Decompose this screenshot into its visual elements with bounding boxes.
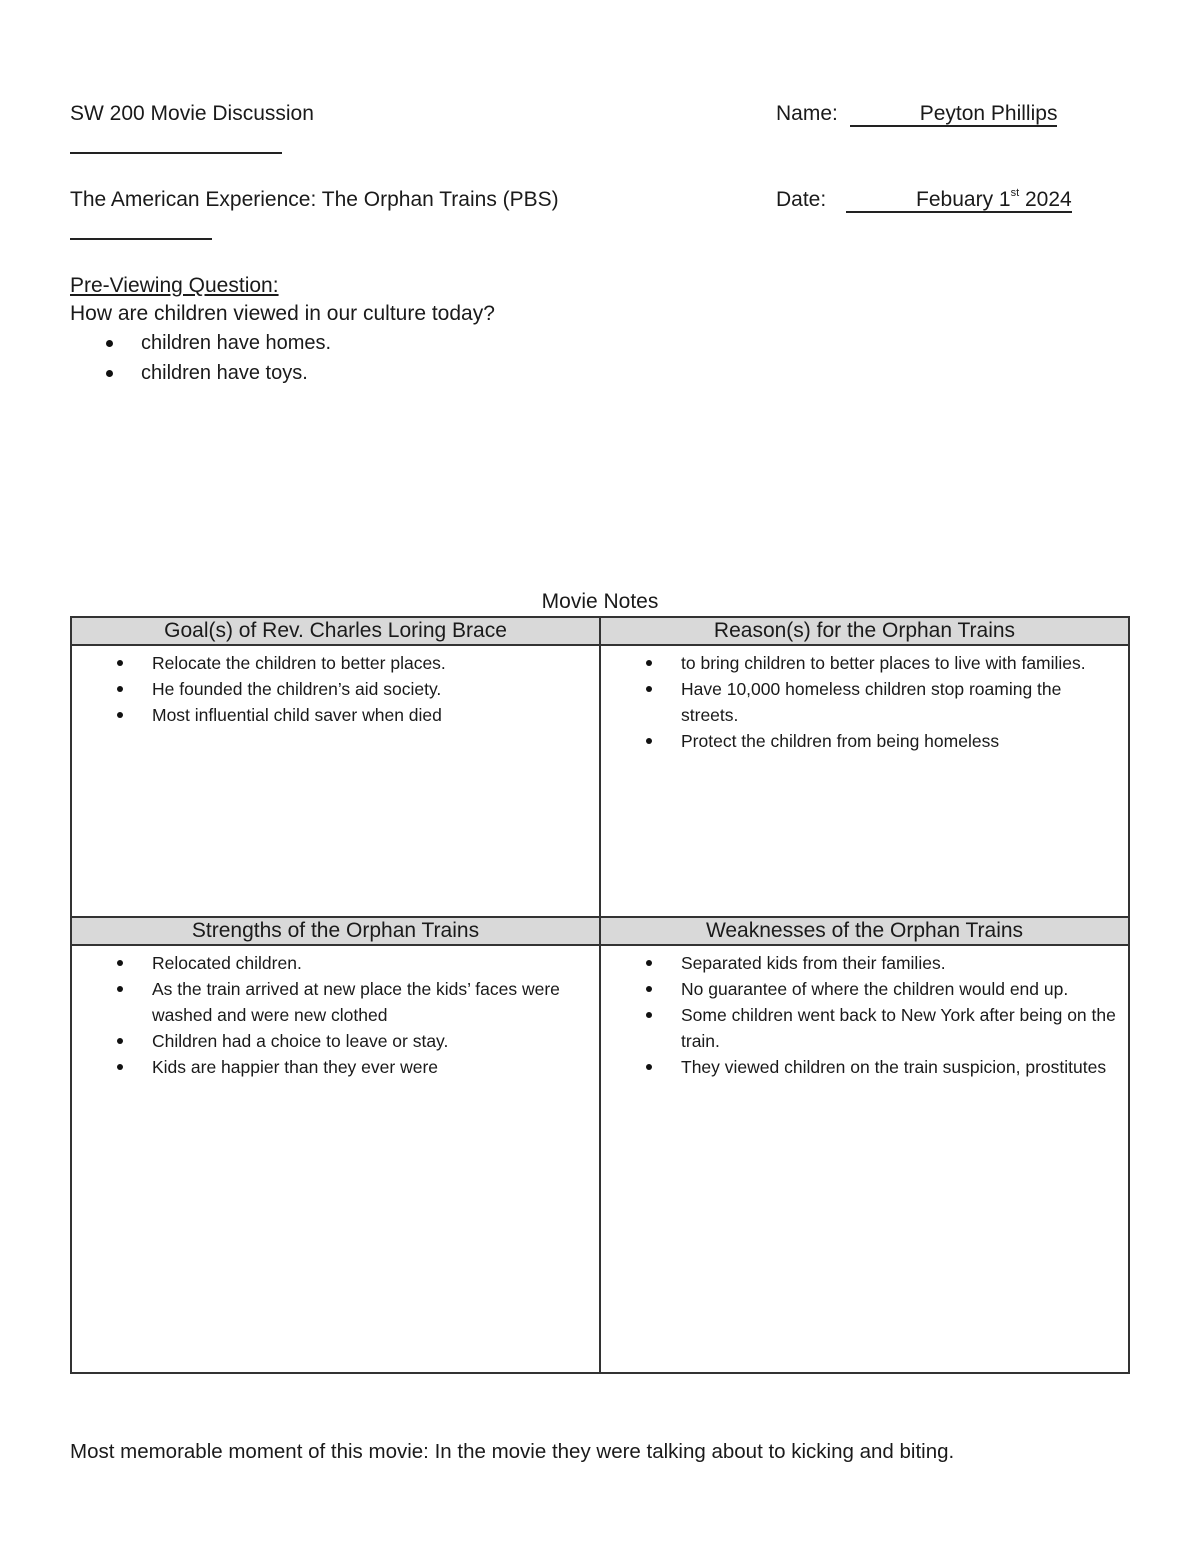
- pre-viewing-title: Pre-Viewing Question:: [70, 274, 279, 297]
- reasons-cell[interactable]: [600, 645, 1129, 917]
- movie-subtitle: The American Experience: The Orphan Trains (PBS): [70, 188, 559, 211]
- movie-notes-table: [70, 616, 1130, 1374]
- pre-viewing-question: How are children viewed in our culture today?: [70, 302, 495, 325]
- weaknesses-heading: Weaknesses of the Orphan Trains: [600, 917, 1129, 945]
- date-value[interactable]: [846, 189, 1072, 213]
- list-item: Children had a choice to leave or stay.: [72, 1028, 587, 1054]
- list-item: to bring children to better places to live with families.: [601, 650, 1116, 676]
- list-item: He founded the children’s aid society.: [72, 676, 587, 702]
- list-item: children have toys.: [70, 358, 770, 388]
- list-item: Protect the children from being homeless: [601, 728, 1116, 754]
- memorable-moment: [70, 1440, 954, 1464]
- strengths-heading: Strengths of the Orphan Trains: [71, 917, 600, 945]
- list-item: They viewed children on the train suspicion, prostitutes: [601, 1054, 1116, 1080]
- name-value[interactable]: Peyton Phillips: [850, 103, 1058, 127]
- goals-cell[interactable]: [71, 645, 600, 917]
- underline-rule: [70, 238, 212, 240]
- list-item: Separated kids from their families.: [601, 950, 1116, 976]
- list-item: As the train arrived at new place the kids’ faces were washed and were new clothed: [72, 976, 587, 1028]
- strengths-cell[interactable]: [71, 945, 600, 1373]
- pre-viewing-answers: [70, 328, 770, 388]
- list-item: Relocated children.: [72, 950, 587, 976]
- course-title: SW 200 Movie Discussion: [70, 102, 314, 125]
- list-item: Most influential child saver when died: [72, 702, 587, 728]
- date-value-year: 2024: [1019, 188, 1072, 211]
- name-label: Name:: [776, 102, 838, 125]
- goals-heading: Goal(s) of Rev. Charles Loring Brace: [71, 617, 600, 645]
- date-value-main: Febuary 1: [916, 188, 1011, 211]
- name-row: [776, 102, 1057, 127]
- list-item: Relocate the children to better places.: [72, 650, 587, 676]
- weaknesses-cell[interactable]: [600, 945, 1129, 1373]
- list-item: Have 10,000 homeless children stop roaming the streets.: [601, 676, 1116, 728]
- list-item: Some children went back to New York after being on the train.: [601, 1002, 1116, 1054]
- movie-notes-title: Movie Notes: [541, 590, 659, 613]
- list-item: Kids are happier than they ever were: [72, 1054, 587, 1080]
- date-row: [776, 188, 1072, 213]
- pre-viewing-section: [70, 274, 770, 388]
- list-item: No guarantee of where the children would end up.: [601, 976, 1116, 1002]
- list-item: children have homes.: [70, 328, 770, 358]
- memorable-answer[interactable]: In the movie they were talking about to kicking and biting.: [434, 1440, 955, 1463]
- memorable-label: Most memorable moment of this movie:: [70, 1440, 435, 1463]
- reasons-heading: Reason(s) for the Orphan Trains: [600, 617, 1129, 645]
- date-label: Date:: [776, 188, 827, 211]
- underline-rule: [70, 152, 282, 154]
- date-value-ordinal: st: [1010, 187, 1020, 199]
